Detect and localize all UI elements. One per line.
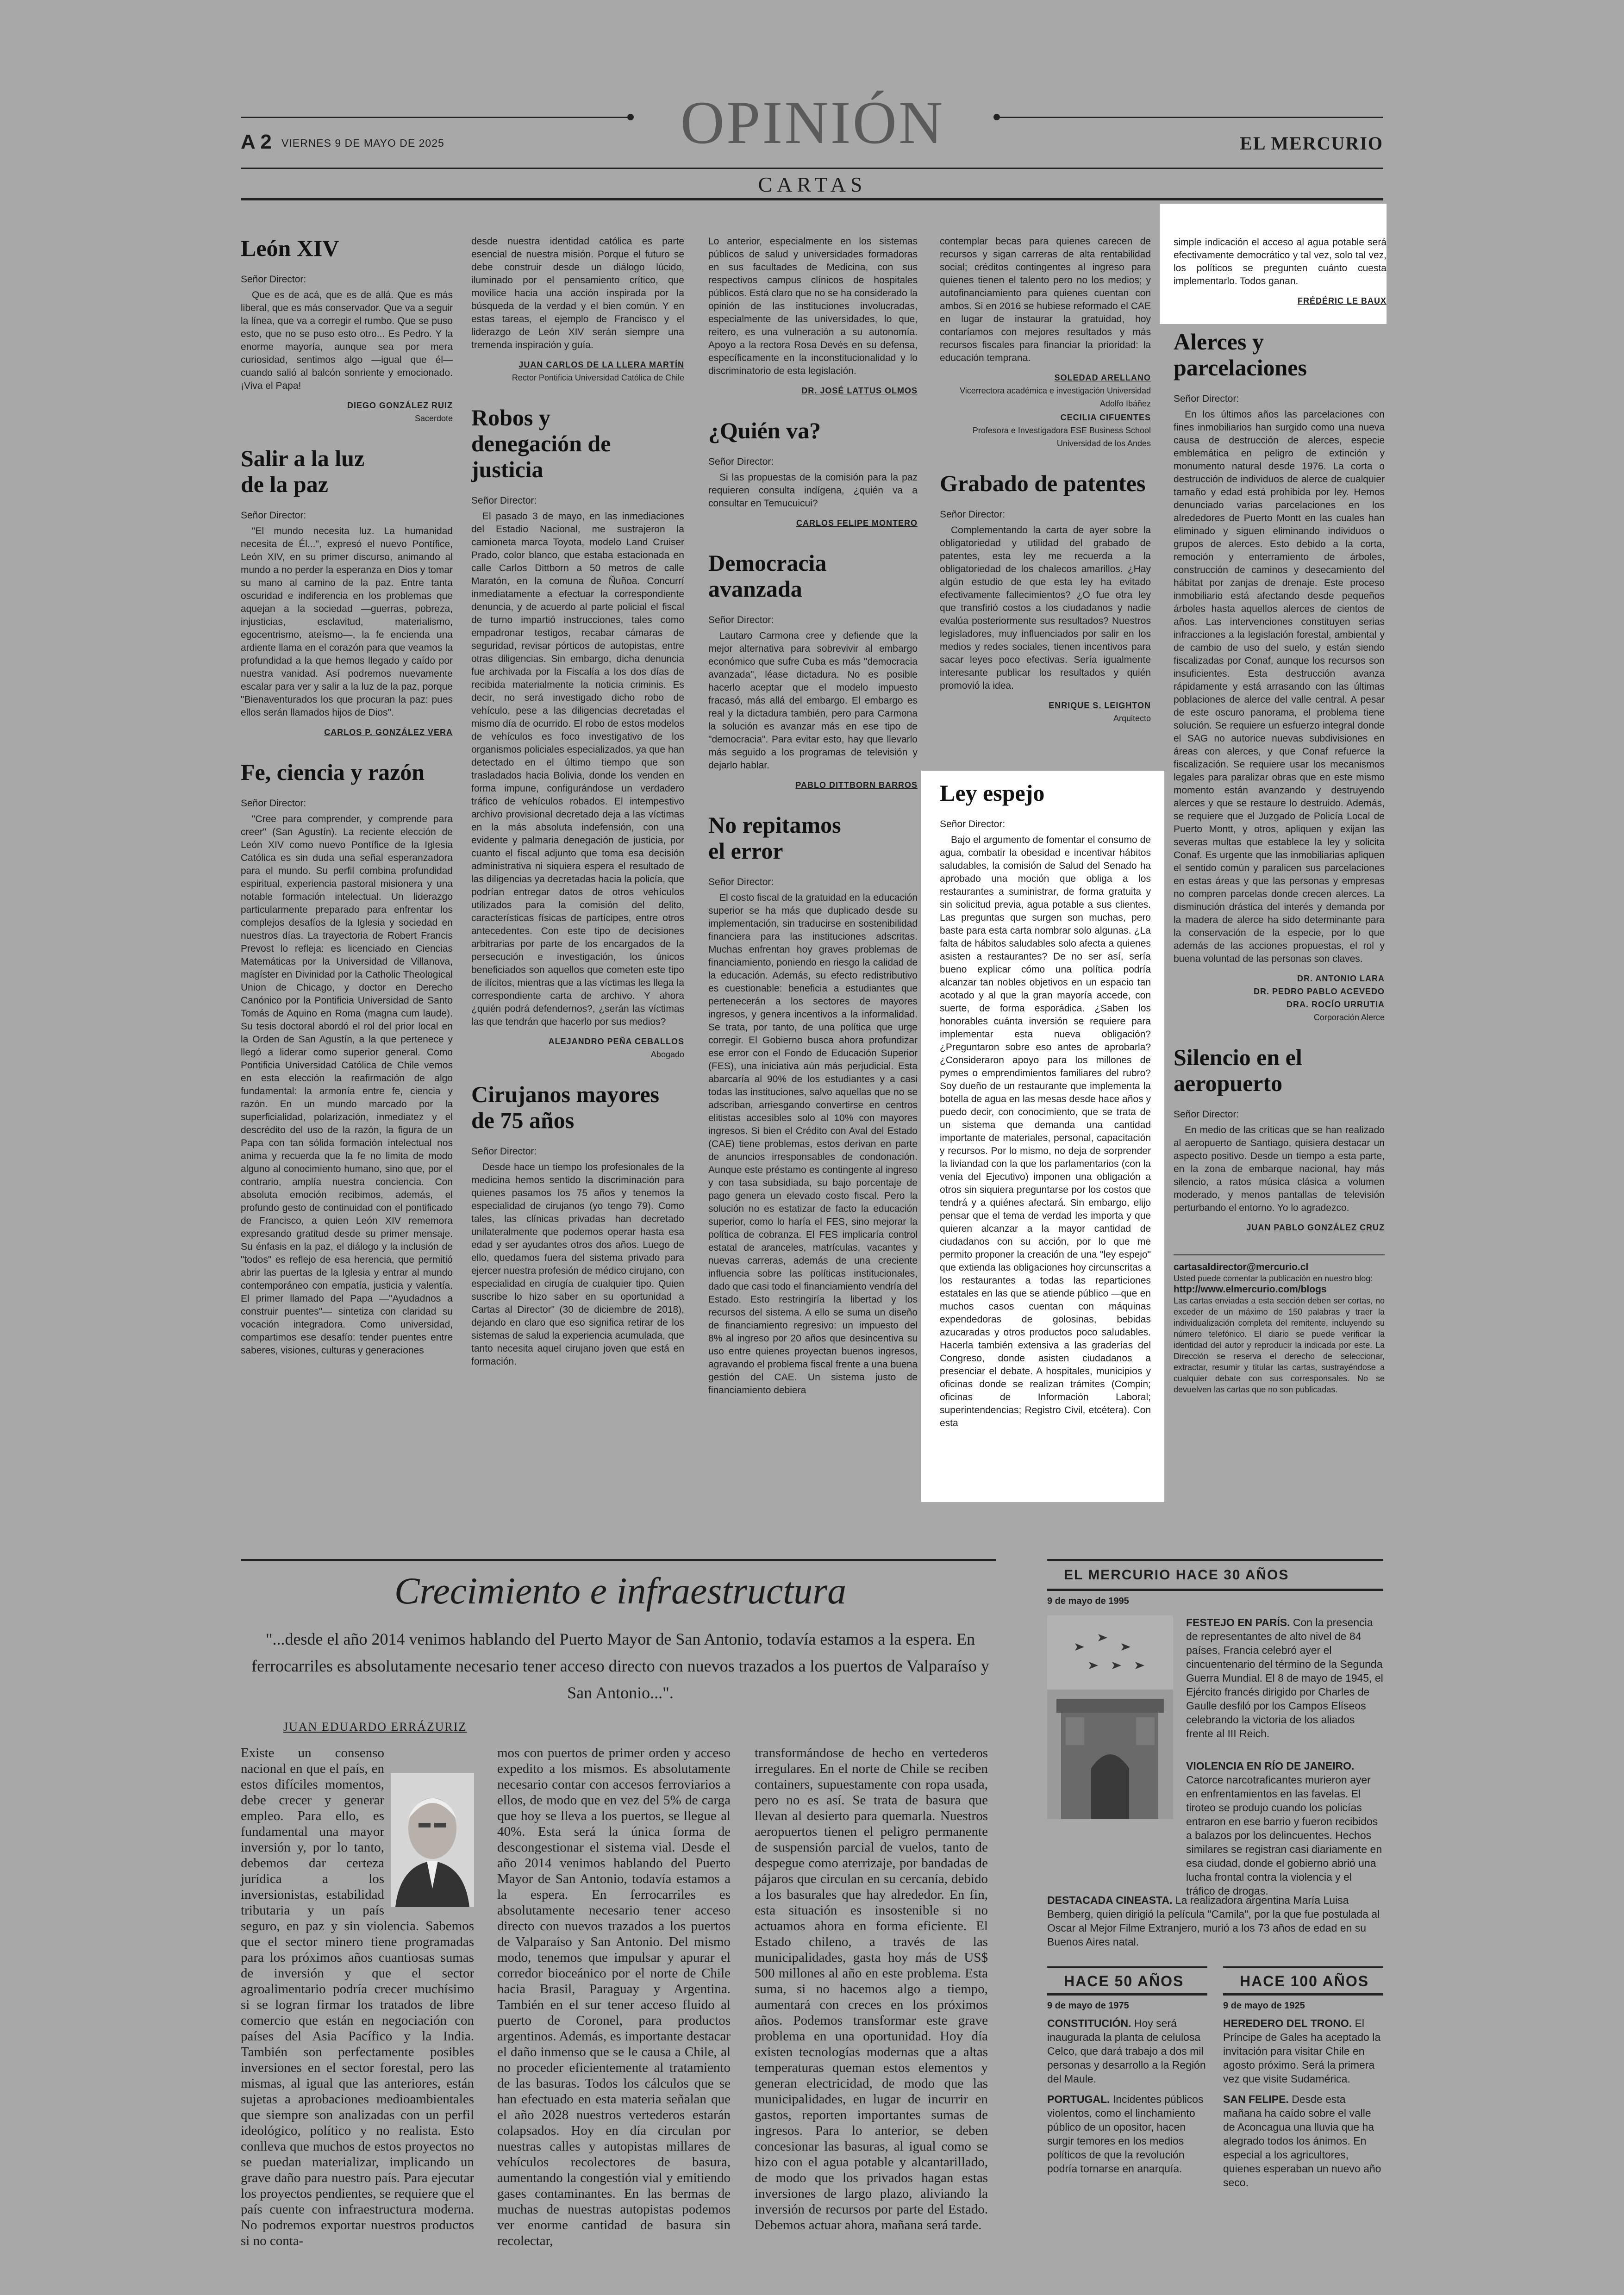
letter-signature: DIEGO GONZÁLEZ RUIZ	[347, 401, 453, 410]
sidebar-50-top-line	[1047, 1966, 1207, 1968]
sidebar-heading-50: HACE 50 AÑOS	[1064, 1973, 1184, 1989]
letter-body: En medio de las críticas que se han realizado al aeropuerto de Santiago, quisiera destacar un aspecto positivo. Desde un tiempo a esta parte, en la zona de embarque nacional, hay más silencio, a ratos música clásica a volumen moderado, y menos pantallas de televisión perturbando el entorno. Yo lo agradezco.	[1174, 1125, 1385, 1213]
blog-link[interactable]: http://www.elmercurio.com/blogs	[1174, 1284, 1327, 1295]
letter-salutation: Señor Director:	[940, 819, 1006, 829]
letter-title: Democracia avanzada	[708, 550, 827, 602]
editorial-column-1	[241, 1745, 474, 2249]
letter-ley-espejo-continued	[1174, 236, 1387, 307]
sidebar-heading-30: EL MERCURIO HACE 30 AÑOS	[1064, 1567, 1289, 1583]
letter-body: desde nuestra identidad católica es parte esencial de nuestra misión. Porque el futuro se debe construir desde un diálogo lúcido, iluminado por el pensamiento crítico, que movilice hacia una acción inspirada por la búsqueda de la verdad y el bien común. Y en estas tareas, el ejemplo de Francisco y el liderazgo de León XIV serán siempre una tremenda inspiración y guía.	[471, 236, 684, 350]
page-number: A 2	[241, 131, 272, 153]
letter-title: León XIV	[241, 235, 339, 261]
letter-role: Rector Pontificia Universidad Católica de Chile	[512, 373, 684, 382]
letter-signature: CECILIA CIFUENTES	[1060, 413, 1151, 422]
sidebar-top-line	[1047, 1559, 1383, 1561]
sidebar-item-100-1	[1223, 2016, 1383, 2086]
letter-signature: DR. JOSÉ LATTUS OLMOS	[801, 386, 918, 395]
sidebar-date-30: 9 de mayo de 1995	[1047, 1596, 1129, 1606]
letter-body: El costo fiscal de la gratuidad en la educación superior se ha más que duplicado desde su implementación, sin traducirse en sostenibilidad financiera para las instituciones adscritas. Muchas enfrentan hoy graves problemas de financiamiento, poniendo en riesgo la calidad de la educación. Además, su efecto redistributivo es cuestionable: beneficia a estudiantes que pertenecerán a los sectores de mayores ingresos, y genera incentivos a la informalidad. Se trata, por tanto, de una política que urge corregir. El Gobierno busca ahora profundizar ese error con el Fondo de Educación Superior (FES), una iniciativa aún más perjudicial. Esta abarcaría al 90% de los estudiantes y a casi todas las instituciones, salvo aquellas que no se adscriban, arriesgando convertirse en centros elitistas accesibles solo al 10% con mayores ingresos. Si bien el Crédito con Aval del Estado (CAE) tiene problemas, estos derivan en parte de anuncios irresponsables de condonación. Aunque este préstamo es contingente al ingreso y con tasa subsidiada, su bajo porcentaje de pago genera un elevado costo fiscal. Pero la solución no es estatizar de facto la educación superior, como lo haría el FES, sino mejorar la política de cobranza. El FES implicaría control estatal de aranceles, matrículas, vacantes y nuevas carreras, además de una creciente influencia sobre las políticas institucionales, dado que casi todo el financiamiento vendría del Estado. Esto restringiría la libertad y los recursos del sistema. A ello se suma un diseño de financiamiento regresivo: un impuesto del 8% al ingreso por 20 años que desincentiva su uso entre quienes proyectan buenos ingresos, agravando el problema fiscal frente a una buena gestión del CAE. Un sistema justo de financiamiento debiera	[708, 892, 918, 1396]
letter-title: Robos y denegación de justicia	[471, 405, 611, 482]
item-lead: SAN FELIPE.	[1223, 2093, 1289, 2105]
letter-signature: DR. ANTONIO LARA	[1297, 974, 1385, 983]
letter-salutation: Señor Director:	[940, 509, 1006, 520]
letter-cirujanos-continued	[708, 235, 918, 397]
contact-email-note: Usted puede comentar la publicación en nuestro blog:	[1174, 1274, 1373, 1283]
letter-signature: CARLOS FELIPE MONTERO	[796, 518, 918, 528]
sidebar-item-100-2	[1223, 2092, 1383, 2189]
section-title: OPINIÓN	[680, 88, 945, 156]
header-left-line	[241, 117, 630, 118]
letter-body: "Cree para comprender, y comprende para creer" (San Agustín). La reciente elección de León XIV como nuevo Pontífice de la Iglesia Católica es sin duda una señal esperanzadora para el mundo. Su perfil combina profundidad espiritual, experiencia pastoral misionera y una notable formación intelectual. Un liderazgo particularmente preparado para enfrentar los complejos desafíos de la Iglesia y sociedad en nuestros días. La trayectoria de Robert Francis Prevost lo refleja: es licenciado en Ciencias Matemáticas por la Universidad de Villanova, magíster en Divinidad por la Catholic Theological Union de Chicago, y doctor en Derecho Canónico por la Pontificia Universidad de Santo Tomás de Aquino en Roma (magna cum laude). Su tesis doctoral abordó el rol del prior local en la Orden de San Agustín, a la que pertenece y llegó a liderar como superior general. Como Pontificia Universidad Católica de Chile vemos en esta elección la reafirmación de algo fundamental: la armonía entre fe, ciencia y razón. En un mundo marcado por la superficialidad, polarización, inmediatez y el descrédito del uso de la razón, la figura de un Papa con tan sólida formación intelectual nos anima y recuerda que la fe no limita de modo alguno al conocimiento humano, sino que, por el contrario, amplía nuestra conciencia. Con absoluta emoción recibimos, además, el profundo gesto de continuidad con el pontificado de Francisco, a quien León XIV rememora expresando gratitud desde su primer mensaje. Su énfasis en la paz, el diálogo y la inclusión de "todos" es reflejo de esa herencia, que permitió abrir las puertas de la Iglesia y entrar al mundo contemporáneo con empatía, justicia y valentía. El primer llamado del Papa —"Ayudadnos a construir puentes"— sintetiza con claridad su vocación integradora. Como universidad, compartimos ese desafío: tender puentes entre saberes, visiones, culturas y generaciones	[241, 814, 453, 1356]
letter-no-repitamos-continued	[940, 235, 1151, 450]
letter-salutation: Señor Director:	[708, 456, 774, 467]
sidebar-item-50-2	[1047, 2092, 1207, 2176]
letter-signature: CARLOS P. GONZÁLEZ VERA	[324, 728, 453, 737]
item-text: El Príncipe de Gales ha aceptado la invitación para visitar Chile en agosto próximo. Será la primera vez que visite Sudamérica.	[1223, 2017, 1381, 2085]
letter-body: Lo anterior, especialmente en los sistemas públicos de salud y universidades formadoras en sus facultades de Medicina, con sus respectivos campus clínicos de hospitales públicos. Está claro que no se ha considerado la opinión de las instituciones involucradas, especialmente de las universidades, lo que, reitero, es una vulneración a su autonomía. Apoyo a la rectora Rosa Devés en su defensa, específicamente en la inconstitucionalidad y lo discriminatorio de esta legislación.	[708, 236, 918, 376]
letter-salutation: Señor Director:	[708, 615, 774, 625]
sidebar-50-line	[1047, 1993, 1207, 1996]
cartas-bottom-line	[241, 198, 1383, 200]
letter-signature: SOLEDAD ARELLANO	[1054, 373, 1151, 382]
letter-cirujanos	[471, 1081, 684, 1368]
letter-signature: JUAN PABLO GONZÁLEZ CRUZ	[1246, 1223, 1385, 1232]
letter-signature: FRÉDÉRIC LE BAUX	[1297, 296, 1387, 306]
letter-role: Sacerdote	[414, 414, 453, 423]
letter-title: Fe, ciencia y razón	[241, 759, 425, 785]
letter-signature: PABLO DITTBORN BARROS	[795, 780, 918, 790]
arc-photo	[1047, 1615, 1173, 1819]
letter-signature: ENRIQUE S. LEIGHTON	[1049, 701, 1151, 710]
item-text: Desde esta mañana ha caído sobre el valle de Aconcagua una lluvia que ha alegrado todos los ánimos. En especial a los agricultores, quienes esperaban un nuevo año seco.	[1223, 2093, 1381, 2189]
letter-salutation: Señor Director:	[241, 798, 306, 809]
letter-no-repitamos	[708, 812, 918, 1397]
item-lead: PORTUGAL.	[1047, 2093, 1110, 2105]
letter-signature: DR. PEDRO PABLO ACEVEDO	[1253, 987, 1385, 996]
letter-body: El pasado 3 de mayo, en las inmediaciones del Estadio Nacional, me sustrajeron la camioneta marca Toyota, modelo Land Cruiser Prado, color blanco, que estaba estacionada en calle Carlos Dittborn a 50 metros de calle Maratón, en la comuna de Ñuñoa. Concurrí inmediatamente a efectuar la correspondiente denuncia, y de acuerdo al parte policial el fiscal de turno impartió instrucciones, tales como empadronar testigos, recabar cámaras de seguridad, revisar pórticos de autopistas, entre otras diligencias. Sin embargo, dicha denuncia fue archivada por la Fiscalía a los dos días de recibida materialmente la noticia criminis. Es decir, no será investigado dicho robo de vehículo, pese a las diligencias decretadas el mismo día de ocurrido. El robo de estos modelos de vehículos es foco investigativo de los organismos policiales especializados, ya que han detectado en el último tiempo que son trasladados hacia Bolivia, donde los venden en forma impune, configurándose un verdadero tráfico de vehículos robados. El intempestivo archivo provisional decretado deja a las víctimas en la más absoluta indefensión, con una evidente y palmaria denegación de justicia, por cuanto el fiscal adjunto que toma esa decisión administrativa ni siquiera espera el resultado de las diligencias ya decretadas hacia la policía, que podrían entregar datos de otros vehículos utilizados para la comisión del delito, características físicas de partícipes, entre otros antecedentes. Con este tipo de decisiones arbitrarias por parte de los encargados de la persecución e investigación, los únicos beneficiados son aquellos que cometen este tipo de ilícitos, mientras que a las víctimas les llega la correspondiente carta de archivo. Y ahora ¿quién podrá defendernos?, ¿serán las víctimas las que tendrán que hacerlo por sus medios?	[471, 511, 684, 1027]
editorial-author: JUAN EDUARDO ERRÁZURIZ	[283, 1720, 467, 1734]
letter-fe	[241, 759, 453, 1357]
letters-column-4	[940, 235, 1151, 745]
portrait-image	[391, 1773, 474, 1907]
editorial-title: Crecimiento e infraestructura	[394, 1570, 847, 1612]
editorial-column-3: transformándose de hecho en vertederos irregulares. En el norte de Chile se reciben containers, supuestamente con ropa usada, pero no es así. Se trata de basura que llevan al desierto para quemarla. Nuestros aeropuertos tienen el peligro permanente de suspensión parcial de vuelos, tanto de despegue como aterrizaje, por bandadas de pájaros que circulan en su cercanía, debido a los basurales que hay alrededor. En fin, esta situación es insostenible si no actuamos ahora en forma eficiente. El Estado chileno, a través de las municipalidades, gasta hoy más de US$ 500 millones al año en este problema. Esta suma, si no hacemos algo a tiempo, aumentará con creces en los próximos años. Podemos transformar este grave problema en una oportunidad. Hoy día existen tecnologías modernas que a altas temperaturas queman estos elementos y generan electricidad, de modo que las municipalidades, en lugar de incurrir en gastos, reporten importantes sumas de ingresos. Para lo anterior, se deben concesionar las basuras, al igual como se hizo con el agua potable y alcantarillado, de modo que los privados hagan estas inversiones de largo plazo, aliviando la inversión de recursos por parte del Estado. Debemos actuar ahora, mañana será tarde.	[755, 1746, 988, 2233]
letter-title: Grabado de patentes	[940, 470, 1146, 496]
letter-signature: DRA. ROCÍO URRUTIA	[1287, 1000, 1385, 1009]
item-text: Con la presencia de representantes de alto nivel de 84 países, Francia celebró ayer el cincuentenario del término de la Segunda Guerra Mundial. El 8 de mayo de 1945, el Ejército francés dirigido por Charles de Gaulle desfiló por los Campos Elíseos celebrando la victoria de los aliados frente al III Reich.	[1186, 1616, 1383, 1740]
newspaper-name: EL MERCURIO	[1240, 133, 1383, 154]
item-lead: FESTEJO EN PARÍS.	[1186, 1616, 1290, 1628]
letter-signature: JUAN CARLOS DE LA LLERA MARTÍN	[518, 360, 684, 369]
letter-body: "El mundo necesita luz. La humanidad necesita de Él...", expresó el nuevo Pontífice, León XIV, en su primer discurso, animando al mundo a no perder la esperanza en Dios y tomar su mano al camino de la paz. Entre tanta oscuridad e indiferencia en los problemas que aquejan a la sociedad —guerras, pobreza, injusticias, esclavitud, materialismo, egocentrismo, ateísmo—, la fe encienda una ardiente llama en el corazón para que veamos la profundidad a la que hemos llegado y caído por nuestra vanidad. Así podremos nuevamente escalar para ver y salir a la luz de la paz, porque "Bienaventurados los que procuran la paz: pues ellos serán llamados hijos de Dios".	[241, 526, 453, 718]
letter-silencio	[1174, 1044, 1385, 1234]
letters-column-2	[471, 235, 684, 1389]
letter-title: Ley espejo	[940, 780, 1045, 806]
letter-salutation: Señor Director:	[241, 274, 306, 285]
sidebar-100-line	[1223, 1993, 1383, 1996]
letter-salir	[241, 445, 453, 739]
letter-alerces	[1174, 329, 1385, 1024]
letter-role: Corporación Alerce	[1313, 1013, 1385, 1022]
sidebar-item-30-3	[1047, 1893, 1383, 1949]
letter-body: simple indicación el acceso al agua potable será efectivamente democrático y tal vez, solo tal vez, los políticos se pregunten cuánto cuesta implementarlo. Todos ganan.	[1174, 237, 1387, 287]
letters-column-1	[241, 235, 453, 1378]
letter-title: Alerces y parcelaciones	[1174, 329, 1307, 380]
letter-body: Que es de acá, que es de allá. Que es más liberal, que es más conservador. Que va a seguir la línea, que va a corregir el rumbo. Que se puso esto, que no se puso esto otro... Es Pedro. Y la enorme mayoría, aunque sea por mera curiosidad, sentimos algo —igual que él— cuando salió al balcón sonriente y emocionado. ¡Viva el Papa!	[241, 290, 453, 391]
letter-role: Profesora e Investigadora ESE Business School Universidad de los Andes	[972, 426, 1151, 448]
letter-ley-espejo	[940, 780, 1151, 1430]
letter-body: Bajo el argumento de fomentar el consumo de agua, combatir la obesidad e incentivar hábitos saludables, la comisión de Salud del Senado ha aprobado una moción que obliga a los restaurantes a suministrar, de forma gratuita y sin solicitud previa, agua potable a sus clientes. Las preguntas que surgen son muchas, pero baste para esta carta nombrar solo algunas. ¿La falta de hábitos saludables solo afecta a quienes asisten a restaurantes? De no ser así, sería bueno explicar cómo una política podría alcanzar tan nobles objetivos en un espacio tan acotado y al que la gran mayoría accede, con suerte, de forma esporádica. ¿Saben los honorables cuánta inversión se requiere para implementar esta nueva obligación? ¿Preguntaron sobre eso antes de aprobarla? ¿Consideraron apoyo para los millones de pymes o emprendimientos familiares del rubro? Soy dueño de un restaurante que implementa la botella de agua en las mesas desde hace años y puedo decir, con conocimiento, que se trata de un sistema que demanda una cantidad importante de materiales, personal, capacitación y recursos. Por lo mismo, no deja de sorprender la liviandad con la que los parlamentarios (con la venia del Ejecutivo) imponen una obligación a otros sin siquiera preguntarse por los costos que tendrá y a quiénes afectará. Sin embargo, elijo pensar que el tema de verdad les importa y que quieren alcanzar a la mayor cantidad de ciudadanos con su acción, por lo que me permito proponer la creación de una "ley espejo" que extienda las obligaciones hoy circunscritas a los restaurantes a todas las reparticiones estatales en las que se atiende público —que en muchos casos cuentan con máquinas expendedoras de golosinas, bebidas azucaradas y otros productos poco saludables. Hacerla también extensiva a las graderías del Congreso, donde asisten ciudadanos a presenciar el debate. A hospitales, municipios y oficinas donde se realizan trámites (Compin; oficinas de Información Laboral; superintendencias; Registro Civil, etcétera). Con esta	[940, 835, 1151, 1428]
letter-salutation: Señor Director:	[1174, 393, 1239, 404]
letter-body: Si las propuestas de la comisión para la paz requieren consulta indígena, ¿quién va a consultar en Temucuicui?	[708, 472, 918, 509]
editorial-top-line	[241, 1559, 996, 1561]
editorial-column-2: mos con puertos de primer orden y acceso expedito a los mismos. Es absolutamente necesario contar con accesos ferroviarios a ellos, de modo que en vez del 5% de carga que hoy se lleva a los puertos, se llegue al 40%. Esta será la única forma de descongestionar el sistema vial. Desde el año 2014 venimos hablando del Puerto Mayor de San Antonio, todavía estamos a la espera. En ferrocarriles es absolutamente necesario tener acceso directo con nuevos trazados a los puertos de Valparaíso y San Antonio. Del mismo modo, tenemos que impulsar y apurar el corredor bioceánico por el norte de Chile hacia Brasil, Paraguay y Argentina. También en el sur tener acceso fluido al puerto de Coronel, para productos argentinos. Además, es importante destacar el daño inmenso que se le causa a Chile, al no proceder eficientemente al tratamiento de las basuras. Todos los cálculos que se han efectuado en esta materia señalan que el año 2028 nuestros vertederos estarán colapsados. Hoy en día circulan por nuestras calles y autopistas millares de vehículos recolectores de basura, aumentando la congestión vial y emitiendo gases contaminantes. En las bermas de muchas de nuestras autopistas podemos ver enorme cantidad de basura sin recolectar,	[497, 1746, 731, 2248]
letters-column-3	[708, 235, 918, 1417]
letter-body: contemplar becas para quienes carecen de recursos y sigan carreras de alta rentabilidad social; créditos contingentes al ingreso para quienes tienen el talento pero no los medios; y autofinanciamiento para quienes cuentan con ambos. Si en 2016 se hubiese reformado el CAE en lugar de instaurar la gratuidad, hoy contaríamos con mejores resultados y más recursos fiscales para financiar la prioridad: la educación temprana.	[940, 236, 1151, 363]
item-lead: VIOLENCIA EN RÍO DE JANEIRO.	[1186, 1760, 1355, 1772]
sidebar-100-top-line	[1223, 1966, 1383, 1968]
letter-body: En los últimos años las parcelaciones con fines inmobiliarios han surgido como una nueva causa de destrucción de alerces, especie emblemática en peligro de extinción y monumento natural desde 1976. La corta o destrucción de individuos de alerce de cualquier tamaño y edad está prohibida por ley. Hemos denunciado varias parcelaciones en los alrededores de Puerto Montt en las cuales han eliminado y siguen eliminando individuos o grupos de alerces. Esto debido a la corta, remoción y enterramiento de árboles, construcción de caminos y desecamiento del hábitat por zanjas de drenaje. Este proceso inmobiliario está afectando desde pequeños árboles hasta aquellos alerces de cientos de años. Las intervenciones constituyen serias infracciones a la legislación forestal, ambiental y de cambio de uso del suelo, y están siendo fiscalizadas por Conaf, aunque los recursos son insuficientes. Esta destrucción avanza rápidamente y está arrasando con las últimas poblaciones de alerce del valle central. A pesar de este oscuro panorama, el problema tiene solución. Se requiere un esfuerzo integral donde el SAG no autorice nuevas subdivisiones en áreas con alerces, y que Conaf refuerce la fiscalización. Se requiere usar los mecanismos legales para paralizar obras que en este mismo momento están avanzando y destruyendo alerces y que se restaure lo destruido. Además, se requiere que el Juzgado de Policía Local de Puerto Montt, y otros, apliquen y exijan las severas multas que establece la ley y solicita Conaf. Es urgente que las inmobiliarias apliquen el sentido común y paralicen sus parcelaciones en estas áreas y que las personas y empresas no compren parcelas donde crecen alerces. La disminución drástica del interés y demanda por la madera de alerce ha sido determinante para la conservación de la especie, por lo que además de las acciones propuestas, el rol y buena voluntad de las personas son claves.	[1174, 409, 1385, 964]
letter-role: Abogado	[650, 1050, 684, 1059]
letter-salutation: Señor Director:	[471, 495, 537, 506]
letter-fe-continued	[471, 235, 684, 384]
sidebar-heading-100: HACE 100 AÑOS	[1240, 1973, 1369, 1989]
arc-de-triomphe-image	[1047, 1615, 1173, 1819]
letter-quien	[708, 418, 918, 530]
contact-info	[1174, 1254, 1385, 1395]
item-text: Incidentes públicos violentos, como el linchamiento público de un opositor, hacen surgir temores en los medios políticos de que la revolución podría tornarse en anarquía.	[1047, 2093, 1204, 2175]
letter-role: Arquitecto	[1113, 714, 1151, 723]
sidebar-date-100: 9 de mayo de 1925	[1223, 2001, 1305, 2011]
sidebar-heading-line	[1047, 1589, 1383, 1591]
item-text: Hoy será inaugurada la planta de celulosa Celco, que dará trabajo a dos mil personas y desarrollo a la Región del Maule.	[1047, 2017, 1206, 2085]
editorial-text: Existe un consenso nacional en que el país, en estos difíciles momentos, debe crecer y generar empleo. Para ello, es fundamental una mayor inversión y, por lo tanto, debemos dar certeza jurídica a los inversionistas, estabilidad tributaria y un país seguro, en paz y sin violencia. Sabemos que el sector minero tiene programadas para los próximos años cuantiosas sumas de inversión y que el sector agroalimentario podría crecer muchísimo si se logran firmar los tratados de libre comercio que están en negociación con países del Asia Pacífico y la India. También son perfectamente posibles inversiones en el sector forestal, pero las mismas, al igual que las anteriores, están sujetas a aprobaciones medioambientales que siempre son analizadas con un perfil ideológico, político y no realista. Esto conlleva que muchos de estos proyectos no se puedan materializar, implicando un grave daño para nuestro país. Para ejecutar los proyectos pendientes, se requiere que el país cuente con infraestructura moderna. No podremos exportar nuestros productos si no conta-	[241, 1746, 474, 2248]
letter-leon-xiv	[241, 235, 453, 425]
letter-signature: ALEJANDRO PEÑA CEBALLOS	[548, 1037, 684, 1046]
letter-title: Cirujanos mayores de 75 años	[471, 1081, 660, 1133]
sidebar-item-50-1	[1047, 2016, 1207, 2086]
letter-democracia	[708, 550, 918, 792]
letter-role: Vicerrectora académica e investigación Universidad Adolfo Ibáñez	[960, 386, 1151, 408]
header-bottom-line	[241, 168, 1383, 169]
sidebar-item-30-2	[1186, 1759, 1383, 1898]
letter-salutation: Señor Director:	[708, 877, 774, 887]
item-lead: CONSTITUCIÓN.	[1047, 2017, 1131, 2029]
contact-policy-note: Las cartas enviadas a esta sección deben ser cortas, no exceder de un máximo de 150 palabras y traer la individualización completa del remitente, incluyendo su número telefónico. El diario se puede verificar la identidad del autor y reproducir la indicada por este. La Dirección se reserva el derecho de seleccionar, extractar, resumir y titular las cartas, sustrayéndose a cualquier debate con sus corresponsales. No se devuelven las cartas que no son publicadas.	[1174, 1296, 1385, 1394]
item-lead: HEREDERO DEL TRONO.	[1223, 2017, 1352, 2029]
letters-column-5	[1174, 329, 1385, 1395]
letter-body: Lautaro Carmona cree y defiende que la mejor alternativa para sobrevivir al embargo económico que sufre Cuba es más "democracia avanzada", léase dictadura. No es posible hacerlo aceptar que el modelo impuesto fracasó, más allá del embargo. El embargo es real y la dictadura también, pero para Carmona la solución es avanzar más en ese tipo de "democracia". Para evitar esto, hay que llevarlo más seguido a los programas de televisión y dejarlo hablar.	[708, 630, 918, 771]
letter-robos	[471, 405, 684, 1061]
letter-salutation: Señor Director:	[241, 510, 306, 521]
item-text: La realizadora argentina María Luisa Bemberg, quien dirigió la película "Camila", por la que fue postulada al Oscar al Mejor Filme Extranjero, murió a los 73 años de edad en su Buenos Aires natal.	[1047, 1894, 1380, 1948]
letter-title: No repitamos el error	[708, 812, 841, 864]
letter-body: Complementando la carta de ayer sobre la obligatoriedad y utilidad del grabado de patentes, esta ley me recuerda a la obligatoriedad de los chalecos amarillos. ¿Hay algún estudio de que esta ley ha evitado efectivamente fallecimientos? ¿O fue otra ley que transfirió costos a los ciudadanos y nadie evalúa posteriormente sus resultados? Nuestros legisladores, muy influenciados por salir en los medios y redes sociales, tienen incentivos para sacar leyes poco efectivas. Sería igualmente interesante publicar los resultados y quién promovió la idea.	[940, 525, 1151, 691]
contact-email[interactable]: cartasaldirector@mercurio.cl	[1174, 1262, 1309, 1272]
subsection-title: CARTAS	[758, 173, 867, 196]
sidebar-item-30-1	[1186, 1615, 1383, 1740]
sidebar-date-50: 9 de mayo de 1975	[1047, 2001, 1129, 2011]
item-lead: DESTACADA CINEASTA.	[1047, 1894, 1173, 1906]
letter-title: Salir a la luz de la paz	[241, 445, 365, 497]
item-text: Catorce narcotraficantes murieron ayer en enfrentamientos en las favelas. El tiroteo se produjo cuando los policías entraron en ese barrio y fueron recibidos a balazos por los delincuentes. Hechos similares se registran casi diariamente en esa ciudad, donde el gobierno abrió una lucha frontal contra la violencia y el tráfico de drogas.	[1186, 1774, 1382, 1897]
issue-date: VIERNES 9 DE MAYO DE 2025	[281, 137, 444, 149]
letter-grabado	[940, 470, 1151, 725]
letter-body: Desde hace un tiempo los profesionales de la medicina hemos sentido la discriminación para quienes pasamos los 75 años y tenemos la especialidad de cirujanos (yo tengo 79). Como tales, las clínicas privadas han decretado unilateralmente que podemos operar hasta esa edad y ser ayudantes otros dos años. Luego de ello, quedamos fuera del sistema privado para ejercer nuestra profesión de médico cirujano, con especialidad en cirugía de cualquier tipo. Quien suscribe lo hizo saber en su oportunidad a Cartas al Director" (30 de diciembre de 2018), dejando en claro que eso significa retirar de los sistemas de salud la experiencia acumulada, que tanto necesita aquel cirujano joven que está en formación.	[471, 1162, 684, 1367]
letter-salutation: Señor Director:	[1174, 1109, 1239, 1120]
letter-title: ¿Quién va?	[708, 418, 821, 443]
editorial-quote: "...desde el año 2014 venimos hablando del Puerto Mayor de San Antonio, todavía estamos a la espera. En ferrocarriles es absolutamente necesario tener acceso directo con nuevos trazados a los puertos de Valparaíso y San Antonio...".	[251, 1630, 989, 1702]
letter-salutation: Señor Director:	[471, 1146, 537, 1157]
header-right-line	[1000, 117, 1383, 118]
letter-title: Silencio en el aeropuerto	[1174, 1044, 1302, 1096]
author-photo	[391, 1773, 474, 1907]
